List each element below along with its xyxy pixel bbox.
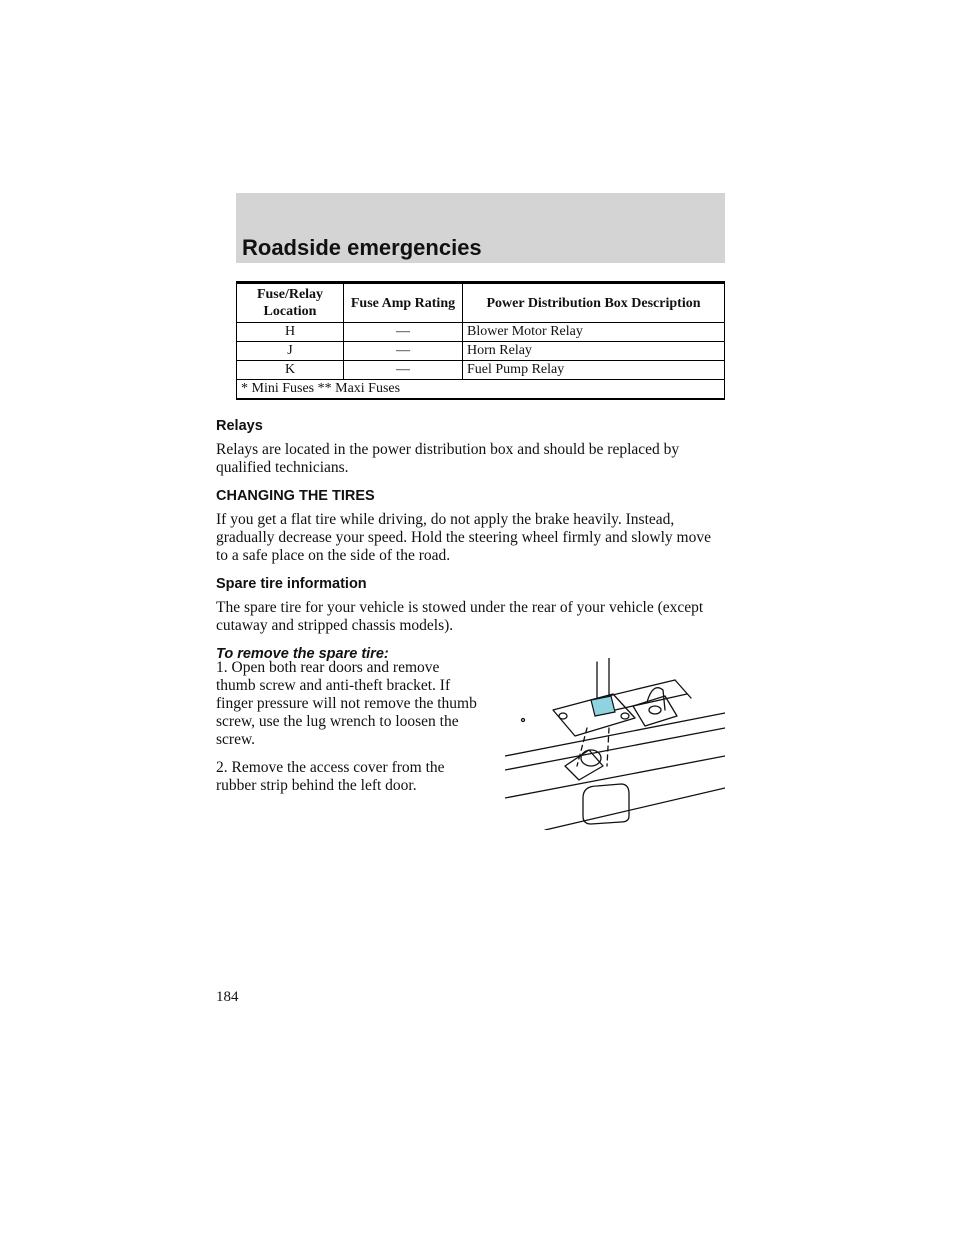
table-header-row xyxy=(237,283,725,323)
section-header xyxy=(236,193,725,263)
table-row xyxy=(237,361,725,380)
table-cell: — xyxy=(344,361,463,380)
fuse-table xyxy=(236,281,725,400)
thumb-screw-highlight xyxy=(591,696,615,716)
column-header: Power Distribution Box Description xyxy=(463,283,725,323)
table-row xyxy=(237,323,725,342)
step-2: 2. Remove the access cover from the rubber strip behind the left door. xyxy=(216,759,445,794)
section-title: Roadside emergencies xyxy=(242,235,482,260)
table-cell: Blower Motor Relay xyxy=(463,323,725,342)
changing-tires-text: If you get a flat tire while driving, do not apply the brake heavily. Instead, gradually decrease your speed. Hold the steering wheel firmly and slowly move to a safe place on the side of the road. xyxy=(216,511,711,564)
table-cell: — xyxy=(344,342,463,361)
table-cell: H xyxy=(237,323,344,342)
table-row xyxy=(237,342,725,361)
table-cell: — xyxy=(344,323,463,342)
table-cell: Fuel Pump Relay xyxy=(463,361,725,380)
spare-tire-bracket-illustration xyxy=(505,658,725,830)
column-header: Fuse Amp Rating xyxy=(344,283,463,323)
table-footnote-row xyxy=(237,380,725,400)
relays-text: Relays are located in the power distribution box and should be replaced by qualified technicians. xyxy=(216,441,680,476)
remove-spare-heading: To remove the spare tire: xyxy=(216,646,389,662)
step-1: 1. Open both rear doors and remove thumb screw and anti-theft bracket. If finger pressure will not remove the thumb screw, use the lug wrench to loosen the screw. xyxy=(216,659,477,748)
table-cell: Horn Relay xyxy=(463,342,725,361)
table-cell: J xyxy=(237,342,344,361)
spare-tire-text: The spare tire for your vehicle is stowed under the rear of your vehicle (except cutaway and stripped chassis models). xyxy=(216,599,704,634)
spare-tire-heading: Spare tire information xyxy=(216,576,367,592)
page-number: 184 xyxy=(216,989,239,1005)
column-header: Fuse/Relay Location xyxy=(237,283,344,323)
relays-heading: Relays xyxy=(216,418,263,434)
table-footnote: * Mini Fuses ** Maxi Fuses xyxy=(237,380,725,400)
table-cell: K xyxy=(237,361,344,380)
changing-tires-heading: CHANGING THE TIRES xyxy=(216,488,375,504)
removal-steps xyxy=(216,659,478,805)
body-content xyxy=(216,417,726,669)
